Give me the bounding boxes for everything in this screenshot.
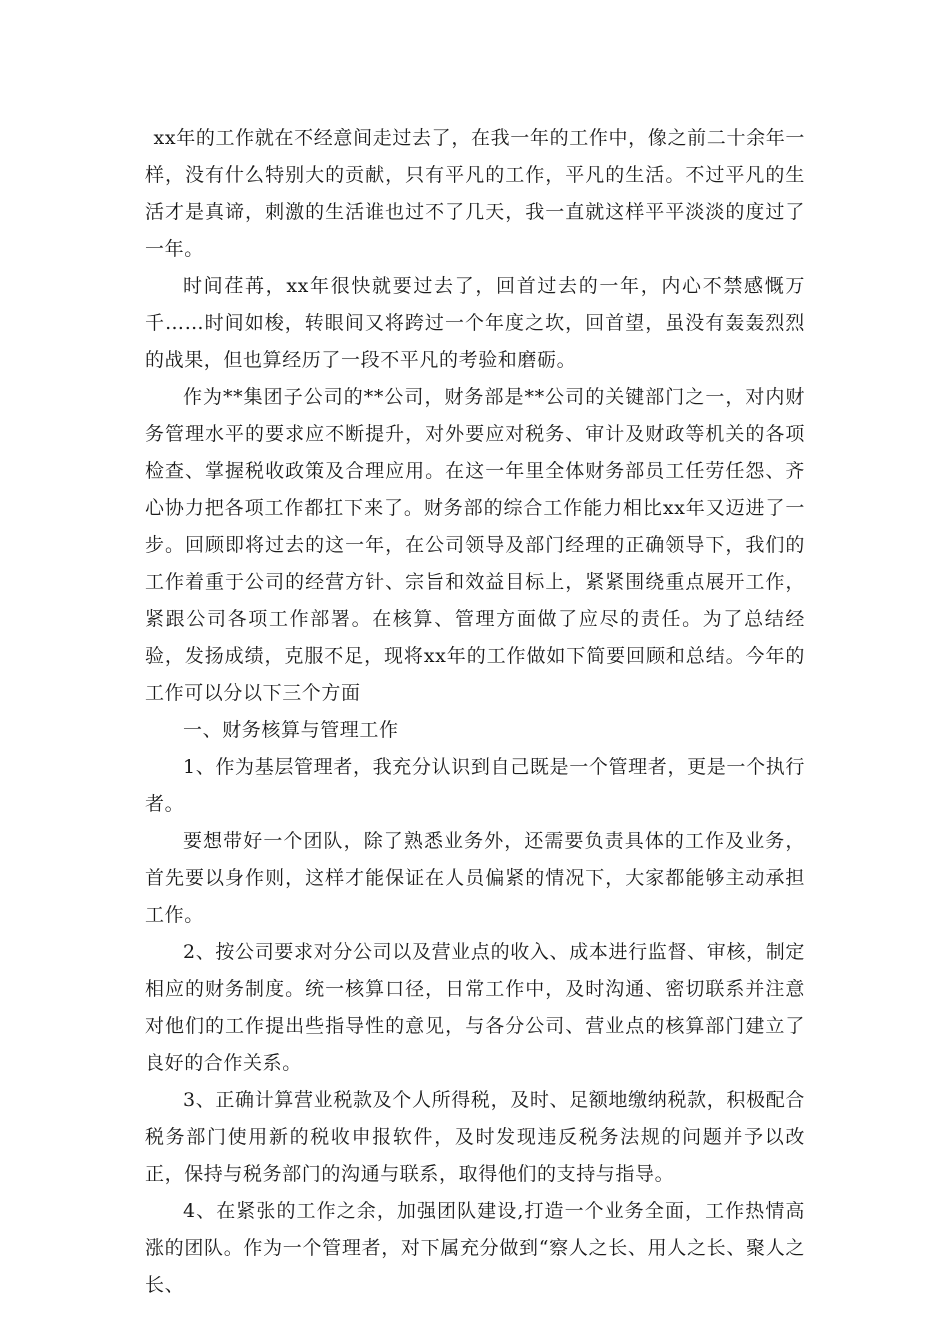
paragraph-item-4: 4、在紧张的工作之余，加强团队建设,打造一个业务全面，工作热情高涨的团队。作为一个管理者，对下属充分做到“察人之长、用人之长、聚人之长、 — [145, 1200, 805, 1296]
section-heading: 一、财务核算与管理工作 — [183, 719, 399, 741]
paragraph-intro: xx年的工作就在不经意间走过去了，在我一年的工作中，像之前二十余年一样，没有什么特别大的贡献，只有平凡的工作，平凡的生活。不过平凡的生活才是真谛，刺激的生活谁也过不了几天，我一直就这样平平淡淡的度过了一年。 — [145, 127, 805, 260]
paragraph-item-2: 2、按公司要求对分公司以及营业点的收入、成本进行监督、审核，制定相应的财务制度。统一核算口径，日常工作中，及时沟通、密切联系并注意对他们的工作提出些指导性的意见，与各分公司、营业点的核算部门建立了良好的合作关系。 — [145, 941, 805, 1074]
paragraph-team: 要想带好一个团队，除了熟悉业务外，还需要负责具体的工作及业务，首先要以身作则，这样才能保证在人员偏紧的情况下，大家都能够主动承担工作。 — [145, 830, 805, 926]
paragraph-department: 作为**集团子公司的**公司，财务部是**公司的关键部门之一，对内财务管理水平的要求应不断提升，对外要应对税务、审计及财政等机关的各项检查、掌握税收政策及合理应用。在这一年里全体财务部员工任劳任怨、齐心协力把各项工作都扛下来了。财务部的综合工作能力相比xx年又迈进了一步。回顾即将过去的这一年，在公司领导及部门经理的正确领导下，我们的工作着重于公司的经营方针、宗旨和效益目标上，紧紧围绕重点展开工作，紧跟公司各项工作部署。在核算、管理方面做了应尽的责任。为了总结经验，发扬成绩，克服不足，现将xx年的工作做如下简要回顾和总结。今年的工作可以分以下三个方面 — [145, 386, 805, 704]
paragraph-item-3: 3、正确计算营业税款及个人所得税，及时、足额地缴纳税款，积极配合税务部门使用新的税收申报软件，及时发现违反税务法规的问题并予以改正，保持与税务部门的沟通与联系，取得他们的支持与指导。 — [145, 1089, 805, 1185]
paragraph-item-1: 1、作为基层管理者，我充分认识到自己既是一个管理者，更是一个执行者。 — [145, 756, 805, 815]
document-body — [145, 120, 805, 1304]
paragraph-time: 时间荏苒，xx年很快就要过去了，回首过去的一年，内心不禁感慨万千……时间如梭，转眼间又将跨过一个年度之坎，回首望，虽没有轰轰烈烈的战果，但也算经历了一段不平凡的考验和磨砺。 — [145, 275, 805, 371]
